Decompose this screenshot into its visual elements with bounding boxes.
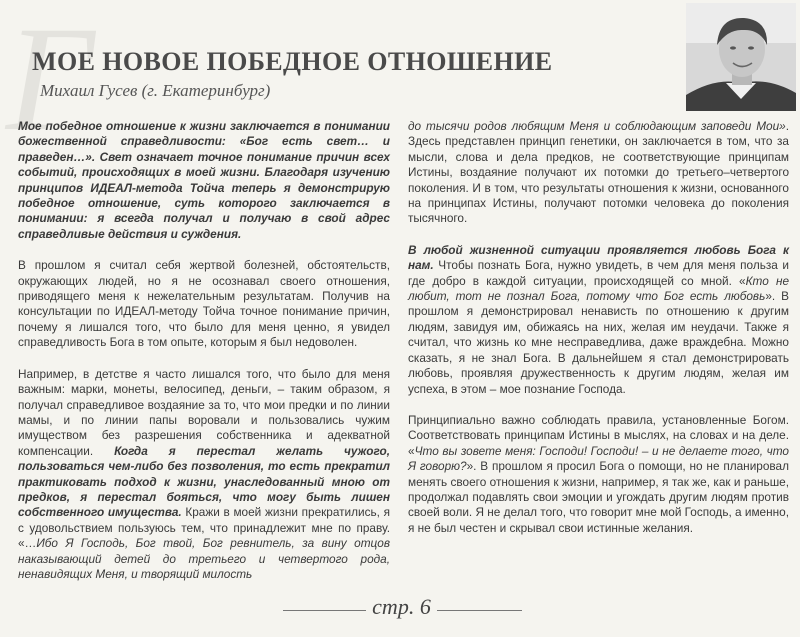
paragraph-childhood <box>18 367 390 583</box>
paragraph-past-victim: В прошлом я считал себя жертвой болезней, обстоятельств, окружающих людей, но я не осознавал своего отношения, приводящего меня к нежелательным результатам. Получив на консультации по ИДЕАЛ-методу Тойча точное понимание причин, почему я лишался того, что было для меня ценно, я увидел справедливость Бога в том опыте, которым я был недоволен. <box>18 258 390 350</box>
emphasis-text: Когда я перестал желать чужого, пользоваться чем-либо без позволения, то есть прекратил практиковать подход к жизни, унаследованный мною от предков, я перестал бояться, что могу быть лишен собственного имущества. <box>18 443 390 520</box>
article-author: Михаил Гусев (г. Екатеринбург) <box>40 81 271 100</box>
footer-rule-right <box>437 610 522 611</box>
decorative-initial-letter: Г <box>6 0 92 162</box>
emphasis-text: В любой жизненной ситуации проявляется любовь Бога к нам. <box>408 242 789 273</box>
left-column <box>18 119 390 598</box>
right-column <box>408 119 789 552</box>
paragraph-rules <box>408 413 789 536</box>
scripture-quote: Кто не любит, тот не познал Бога, потому что Бог есть любовь <box>408 273 790 304</box>
paragraph-text: Например, в детстве я часто лишался того, что было для меня важным: марки, монеты, велосипед, деньги, – таким образом, я получал справедливое воздаяние за то, что мои предки и по линии мамы, и по линии папы воровали и пользовались чужим имуществом без разрешения собственника и адекватной компенсации. <box>18 366 390 458</box>
paragraph-text: ». В прошлом я просил Бога о помощи, но не планировал менять своего отношения к жизни, например, я так же, как и раньше, продолжал подавлять свои эмоции и угождать другим людям против своей воли. Я не делал того, что говорит мне мой Господь, а именно, я не был честен и скрывал свои истинные желания. <box>408 459 789 535</box>
article-title: МОЕ НОВОЕ ПОБЕДНОЕ ОТНОШЕНИЕ <box>32 47 553 76</box>
paragraph-text: Принципиально важно соблюдать правила, установленные Богом. Соответствовать принципам Истины в мыслях, на словах и на деле. « <box>408 412 789 458</box>
paragraph-genetics <box>408 119 789 227</box>
author-portrait-image <box>686 3 796 111</box>
scripture-quote: Ибо Я Господь, Бог твой, Бог ревнитель, за вину отцов наказывающий детей до третьего и четвертого рода, ненавидящих Меня, и творящий милость <box>18 536 390 581</box>
scripture-quote: Что вы зовете меня: Господи! Господи! – и не делаете того, что Я говорю? <box>408 443 789 474</box>
paragraph-text: Чтобы познать Бога, нужно увидеть, в чем для меня польза и где добро в каждой ситуации, происходящей со мной. « <box>408 258 789 288</box>
page-number: стр. 6 <box>372 594 431 619</box>
scripture-quote: до тысячи родов любящим Меня и соблюдающим заповеди Мои» <box>408 119 786 133</box>
paragraph-text: ». В прошлом я демонстрировал ненависть по отношению к другим людям, завидуя им, обижаясь на них, желая им неудачи. Также я считал, что жизнь ко мне несправедлива, даже враждебна. Можно сказать, я не знал Бога. В дальнейшем я стал демонстрировать любовь, проявляя дружественность к другим людям, желая им успеха, в этом – мое познание Господа. <box>408 289 789 396</box>
intro-paragraph: Мое победное отношение к жизни заключается в понимании божественной справедливости: «Бог есть свет… и праведен…». Свет означает точное понимание причин всех событий, происходящих в моей жизни. Благодаря изучению принципов ИДЕАЛ-метода Тойча теперь я демонстрирую победное отношение, суть которого заключается в понимании: я всегда получал и получаю в свой адрес справедливые действия и суждения. <box>18 119 390 241</box>
footer-rule-left <box>283 610 366 611</box>
paragraph-text: Кражи в моей жизни прекратились, я с удовольствием пользуюсь тем, что принадлежит мне по праву. «… <box>18 505 391 551</box>
paragraph-love <box>408 243 789 397</box>
author-photo <box>686 3 796 111</box>
paragraph-text: . Здесь представлен принцип генетики, он заключается в том, что за мысли, слова и дела предков, не соответствующие принципам Истины, воздаяние получают их потомки до третьего–четвертого поколения. И в том, что результаты отношения к жизни, основанного на принципах Истины, получают потомки человека до поколения тысячного. <box>408 119 789 226</box>
